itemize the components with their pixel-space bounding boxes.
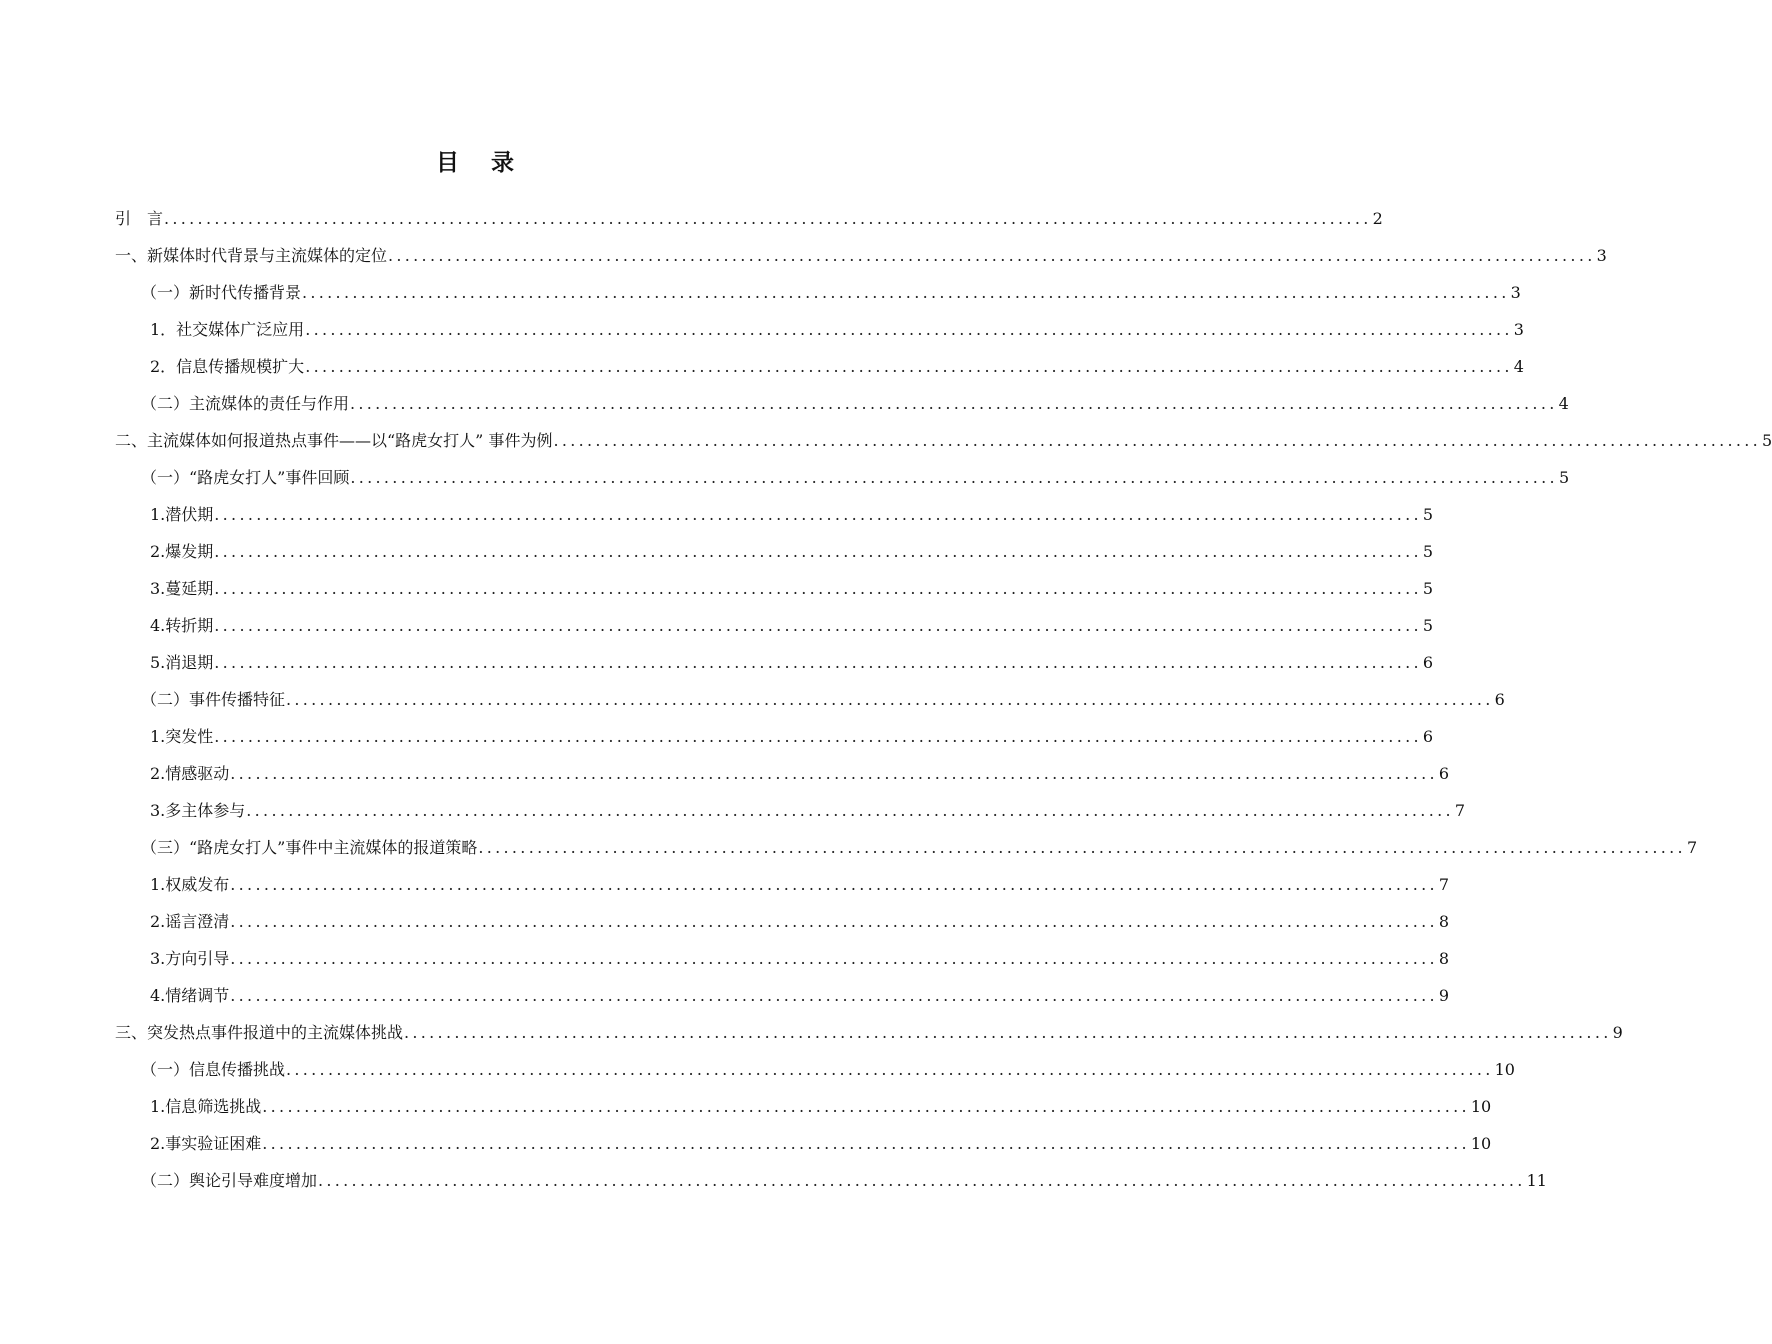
toc-dot-leader: ................................................................................................................................................ — [230, 986, 1438, 1005]
toc-entry-text: 一、新媒体时代背景与主流媒体的定位 — [115, 246, 388, 265]
toc-page-number: 3 — [1513, 320, 1524, 339]
toc-entry-text: 3.方向引导 — [150, 949, 230, 968]
toc-entry[interactable] — [115, 1014, 1623, 1051]
toc-entry[interactable] — [115, 385, 1569, 422]
toc-list — [115, 200, 1772, 1199]
toc-page-number: 4 — [1558, 394, 1569, 413]
toc-page-number: 5 — [1422, 616, 1434, 635]
toc-entry[interactable] — [115, 1051, 1515, 1088]
toc-entry[interactable] — [115, 718, 1434, 755]
toc-entry-text: 2．信息传播规模扩大 — [150, 357, 305, 376]
toc-entry-text: （二）事件传播特征 — [141, 690, 286, 709]
toc-dot-leader: ................................................................................................................................................ — [478, 838, 1686, 857]
toc-dot-leader: ................................................................................................................................................ — [286, 1060, 1494, 1079]
toc-entry-text: 2.爆发期 — [150, 542, 214, 561]
toc-entry[interactable] — [115, 533, 1434, 570]
toc-page-number: 5 — [1558, 468, 1570, 487]
toc-entry[interactable] — [115, 311, 1524, 348]
toc-entry-text: 4.转折期 — [150, 616, 214, 635]
toc-dot-leader: ................................................................................................................................................ — [214, 505, 1422, 524]
toc-dot-leader: ................................................................................................................................................ — [350, 394, 1558, 413]
toc-dot-leader: ................................................................................................................................................ — [214, 542, 1422, 561]
toc-entry[interactable] — [115, 237, 1607, 274]
toc-dot-leader: ................................................................................................................................................ — [302, 283, 1510, 302]
toc-entry-text: 1.潜伏期 — [150, 505, 214, 524]
toc-entry[interactable] — [115, 274, 1521, 311]
toc-page-number: 6 — [1494, 690, 1505, 709]
toc-entry-text: 引 言 — [115, 209, 164, 228]
toc-entry-text: 5.消退期 — [150, 653, 214, 672]
toc-dot-leader: ................................................................................................................................................ — [214, 579, 1422, 598]
toc-entry[interactable] — [115, 607, 1434, 644]
toc-entry[interactable] — [115, 644, 1434, 681]
toc-entry-text: （二）舆论引导难度增加 — [141, 1171, 318, 1190]
toc-entry-text: 2.谣言澄清 — [150, 912, 230, 931]
toc-dot-leader: ................................................................................................................................................ — [230, 764, 1438, 783]
toc-page-number: 10 — [1470, 1134, 1492, 1153]
toc-dot-leader: ................................................................................................................................................ — [214, 727, 1422, 746]
toc-entry[interactable] — [115, 792, 1466, 829]
toc-entry[interactable] — [115, 1088, 1492, 1125]
toc-entry-text: 1．社交媒体广泛应用 — [150, 320, 305, 339]
toc-page-number: 5 — [1422, 579, 1434, 598]
toc-dot-leader: ................................................................................................................................................ — [164, 209, 1372, 228]
toc-page-number: 9 — [1612, 1023, 1623, 1042]
toc-entry-text: 1.权威发布 — [150, 875, 230, 894]
toc-dot-leader: ................................................................................................................................................ — [230, 875, 1438, 894]
toc-entry[interactable] — [115, 977, 1450, 1014]
toc-page-number: 2 — [1372, 209, 1383, 228]
toc-page-number: 8 — [1438, 912, 1450, 931]
toc-entry[interactable] — [115, 496, 1434, 533]
toc-entry-text: 2.事实验证困难 — [150, 1134, 262, 1153]
toc-dot-leader: ................................................................................................................................................ — [553, 431, 1762, 450]
toc-page-number: 8 — [1438, 949, 1450, 968]
toc-dot-leader: ................................................................................................................................................ — [404, 1023, 1612, 1042]
toc-entry-text: （三）“路虎女打人”事件中主流媒体的报道策略 — [141, 838, 478, 857]
toc-page-number: 11 — [1526, 1171, 1547, 1190]
toc-entry[interactable] — [115, 755, 1450, 792]
toc-entry-text: 三、突发热点事件报道中的主流媒体挑战 — [115, 1023, 404, 1042]
toc-dot-leader: ................................................................................................................................................ — [214, 653, 1422, 672]
toc-entry-text: 3.蔓延期 — [150, 579, 214, 598]
toc-page-number: 5 — [1422, 542, 1434, 561]
toc-entry[interactable] — [115, 459, 1570, 496]
toc-entry[interactable] — [115, 829, 1698, 866]
toc-entry[interactable] — [115, 348, 1524, 385]
toc-page-number: 4 — [1513, 357, 1524, 376]
toc-entry-text: 2.情感驱动 — [150, 764, 230, 783]
toc-page-number: 5 — [1762, 431, 1772, 450]
toc-page-number: 7 — [1686, 838, 1698, 857]
toc-page-number: 5 — [1422, 505, 1434, 524]
toc-dot-leader: ................................................................................................................................................ — [318, 1171, 1526, 1190]
toc-entry[interactable] — [115, 200, 1383, 237]
toc-entry[interactable] — [115, 940, 1450, 977]
toc-dot-leader: ................................................................................................................................................ — [305, 357, 1513, 376]
toc-dot-leader: ................................................................................................................................................ — [350, 468, 1558, 487]
toc-page-number: 10 — [1494, 1060, 1515, 1079]
toc-entry[interactable] — [115, 1125, 1492, 1162]
toc-page-number: 7 — [1454, 801, 1466, 820]
toc-page-number: 7 — [1438, 875, 1450, 894]
toc-page-number: 10 — [1470, 1097, 1492, 1116]
toc-entry-text: 3.多主体参与 — [150, 801, 246, 820]
toc-dot-leader: ................................................................................................................................................ — [246, 801, 1454, 820]
toc-entry-text: 二、主流媒体如何报道热点事件——以“路虎女打人” 事件为例 — [115, 431, 553, 450]
toc-entry-text: 1.信息筛选挑战 — [150, 1097, 262, 1116]
toc-dot-leader: ................................................................................................................................................ — [388, 246, 1596, 265]
toc-page-number: 6 — [1422, 653, 1434, 672]
toc-entry[interactable] — [115, 866, 1450, 903]
toc-dot-leader: ................................................................................................................................................ — [262, 1134, 1470, 1153]
toc-entry-text: （二）主流媒体的责任与作用 — [141, 394, 350, 413]
toc-dot-leader: ................................................................................................................................................ — [214, 616, 1422, 635]
toc-page-number: 6 — [1438, 764, 1450, 783]
toc-entry-text: （一）新时代传播背景 — [141, 283, 302, 302]
toc-entry[interactable] — [115, 570, 1434, 607]
toc-dot-leader: ................................................................................................................................................ — [230, 912, 1438, 931]
toc-entry[interactable] — [115, 1162, 1547, 1199]
toc-entry-text: 1.突发性 — [150, 727, 214, 746]
toc-entry-text: 4.情绪调节 — [150, 986, 230, 1005]
toc-dot-leader: ................................................................................................................................................ — [230, 949, 1438, 968]
toc-dot-leader: ................................................................................................................................................ — [305, 320, 1513, 339]
toc-entry[interactable] — [115, 681, 1505, 718]
toc-dot-leader: ................................................................................................................................................ — [262, 1097, 1470, 1116]
toc-entry[interactable] — [115, 903, 1450, 940]
toc-page-number: 3 — [1596, 246, 1607, 265]
toc-page-number: 3 — [1510, 283, 1521, 302]
toc-page-number: 6 — [1422, 727, 1434, 746]
toc-page-number: 9 — [1438, 986, 1450, 1005]
toc-title: 目 录 — [435, 150, 526, 176]
toc-entry-text: （一）“路虎女打人”事件回顾 — [141, 468, 350, 487]
toc-dot-leader: ................................................................................................................................................ — [286, 690, 1494, 709]
toc-entry[interactable] — [115, 422, 1772, 459]
toc-entry-text: （一）信息传播挑战 — [141, 1060, 286, 1079]
